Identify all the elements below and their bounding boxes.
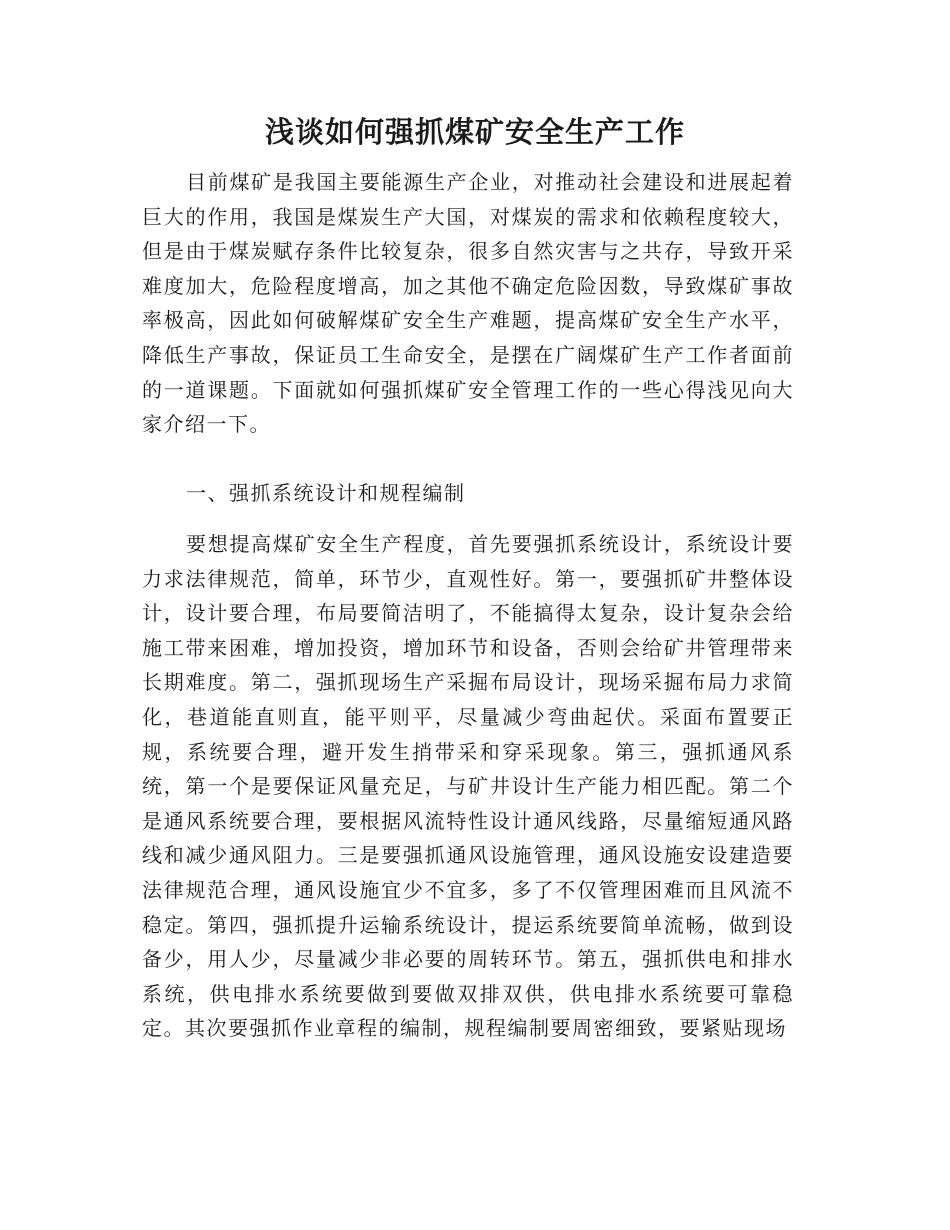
section-heading: 一、强抓系统设计和规程编制 (186, 481, 466, 505)
section-body-paragraph: 要想提高煤矿安全生产程度，首先要强抓系统设计，系统设计要力求法律规范，简单，环节少，直观性好。第一，要强抓矿井整体设计，设计要合理，布局要简洁明了，不能搞得太复杂，设计复杂会给施工带来困难，增加投资，增加环节和设备，否则会给矿井管理带来长期难度。第二，强抓现场生产采掘布局设计，现场采掘布局力求简化，巷道能直则直，能平则平，尽量减少弯曲起伏。采面布置要正规，系统要合理，避开发生捎带采和穿采现象。第三，强抓通风系统，第一个是要保证风量充足，与矿井设计生产能力相匹配。第二个是通风系统要合理，要根据风流特性设计通风线路，尽量缩短通风路线和减少通风阻力。三是要强抓通风设施管理，通风设施安设建造要法律规范合理，通风设施宜少不宜多，多了不仅管理困难而且风流不稳定。第四，强抓提升运输系统设计，提运系统要简单流畅，做到设备少，用人少，尽量减少非必要的周转环节。第五，强抓供电和排水系统，供电排水系统要做到要做双排双供，供电排水系统要可靠稳定。其次要强抓作业章程的编制，规程编制要周密细致，要紧贴现场 (142, 532, 794, 1041)
document-title: 浅谈如何强抓煤矿安全生产工作 (264, 115, 685, 149)
intro-paragraph: 目前煤矿是我国主要能源生产企业，对推动社会建设和进展起着巨大的作用，我国是煤炭生产大国，对煤炭的需求和依赖程度较大，但是由于煤炭赋存条件比较复杂，很多自然灾害与之共存，导致开采难度加大，危险程度增高，加之其他不确定危险因数，导致煤矿事故率极高，因此如何破解煤矿安全生产难题，提高煤矿安全生产水平，降低生产事故，保证员工生命安全，是摆在广阔煤矿生产工作者面前的一道课题。下面就如何强抓煤矿安全管理工作的一些心得浅见向大家介绍一下。 (142, 170, 794, 437)
